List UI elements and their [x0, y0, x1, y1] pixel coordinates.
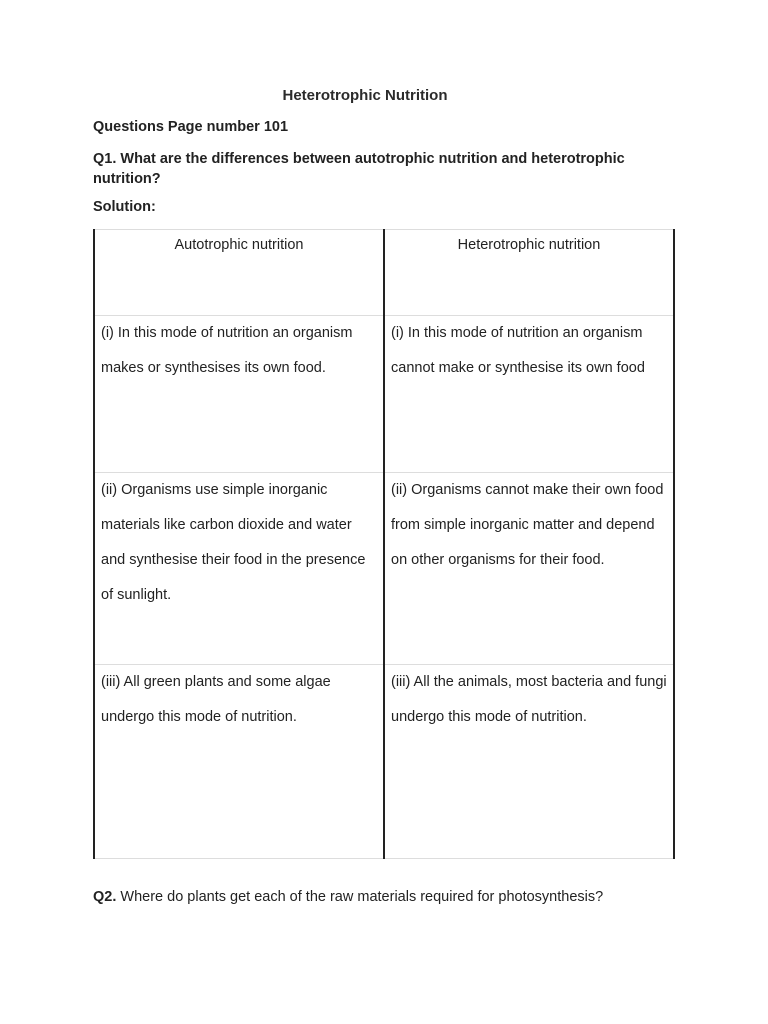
- table-header-row: [94, 230, 674, 316]
- table-cell: (ii) Organisms use simple inorganic materials like carbon dioxide and water and synthesise their food in the presence of sunlight.: [94, 473, 384, 665]
- solution-label: Solution:: [93, 199, 156, 215]
- table-cell: (iii) All green plants and some algae undergo this mode of nutrition.: [94, 665, 384, 859]
- table-cell: (i) In this mode of nutrition an organism makes or synthesises its own food.: [94, 316, 384, 473]
- table-row: [94, 665, 674, 859]
- comparison-table: [93, 229, 675, 859]
- table-cell: (i) In this mode of nutrition an organism cannot make or synthesise its own food: [384, 316, 674, 473]
- table-cell: (iii) All the animals, most bacteria and fungi undergo this mode of nutrition.: [384, 665, 674, 859]
- question-1: Q1. What are the differences between autotrophic nutrition and heterotrophic nutrition?: [93, 151, 625, 187]
- table-header-autotrophic: Autotrophic nutrition: [94, 230, 384, 316]
- page-title: Heterotrophic Nutrition: [282, 87, 448, 104]
- table-cell: (ii) Organisms cannot make their own food from simple inorganic matter and depend on other organisms for their food.: [384, 473, 674, 665]
- question-2-label: Q2.: [93, 889, 117, 905]
- question-2-text: Where do plants get each of the raw materials required for photosynthesis?: [116, 889, 604, 905]
- table-row: [94, 473, 674, 665]
- question-2: [93, 889, 603, 905]
- table-header-heterotrophic: Heterotrophic nutrition: [384, 230, 674, 316]
- page-reference: Questions Page number 101: [93, 119, 289, 135]
- table-row: [94, 316, 674, 473]
